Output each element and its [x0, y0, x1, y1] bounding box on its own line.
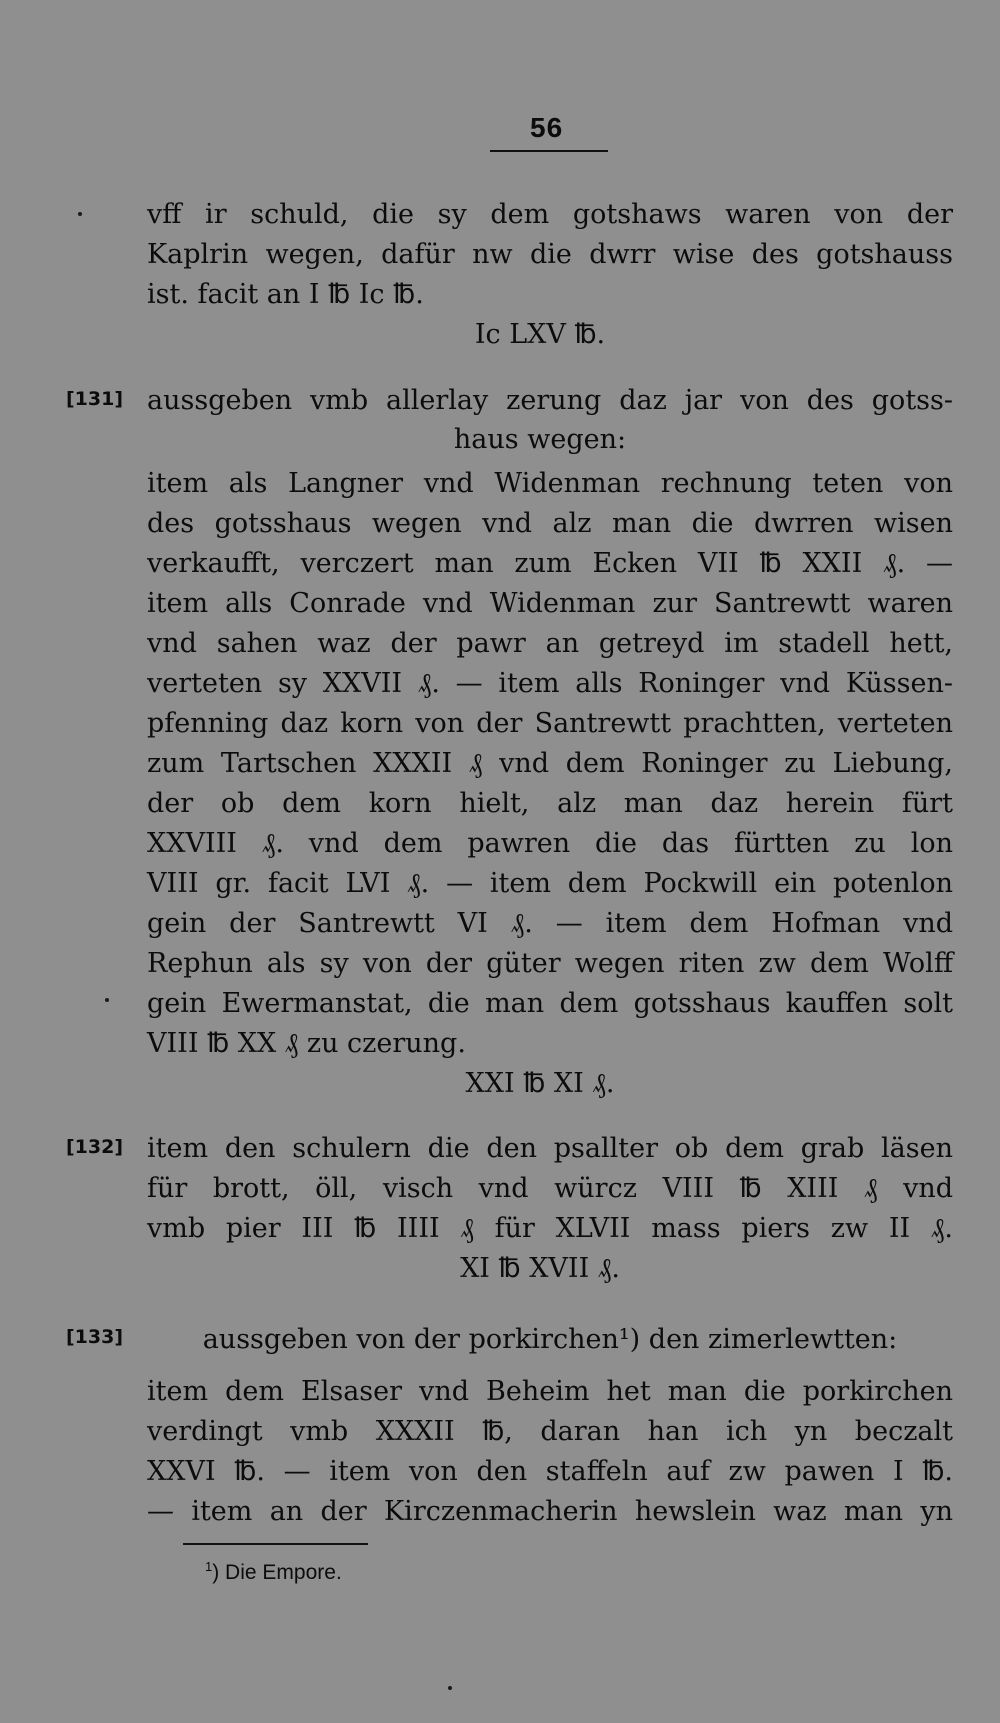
footnote-mark: 1: [205, 1559, 213, 1574]
text-line: pfenning daz korn von der Santrewtt prachtten, verteten: [147, 708, 953, 739]
sum-total: XXI ℔ XI ₰.: [465, 1068, 615, 1099]
print-speck: [105, 998, 109, 1002]
section-heading: aussgeben vmb allerlay zerung daz jar von des gotss-: [147, 385, 953, 416]
section-number: [133]: [66, 1326, 124, 1348]
text-line: Kaplrin wegen, dafür nw die dwrr wise des gotshauss: [147, 239, 953, 270]
page-number: 56: [530, 112, 564, 143]
text-line: XXVI ℔. — item von den staffeln auf zw pawen I ℔.: [147, 1456, 953, 1487]
text-line: Rephun als sy von der güter wegen riten zw dem Wolff: [147, 948, 953, 979]
print-speck: [78, 212, 82, 216]
sum-total: XI ℔ XVII ₰.: [460, 1253, 620, 1284]
text-line: gein Ewermanstat, die man dem gotsshaus kauffen solt: [147, 988, 953, 1019]
section-number: [131]: [66, 388, 124, 410]
footnote-rule: [183, 1543, 368, 1545]
text-line: gein der Santrewtt VI ₰. — item dem Hofman vnd: [147, 908, 953, 939]
text-line: item den schulern die den psallter ob dem grab läsen: [147, 1133, 953, 1164]
text-line: XXVIII ₰. vnd dem pawren die das fürtten zu lon: [147, 828, 953, 859]
text-line: ist. facit an I ℔ Ic ℔.: [147, 279, 424, 310]
text-line: vnd sahen waz der pawr an getreyd im stadell hett,: [147, 628, 953, 659]
footnote-text: ) Die Empore.: [212, 1561, 342, 1584]
text-line: verkaufft, verczert man zum Ecken VII ℔ XXII ₰. —: [147, 548, 953, 579]
text-line: item alls Conrade vnd Widenman zur Santrewtt waren: [147, 588, 953, 619]
text-line: item als Langner vnd Widenman rechnung teten von: [147, 468, 953, 499]
footnote: [205, 1559, 342, 1585]
section-number: [132]: [66, 1136, 124, 1158]
section-heading: haus wegen:: [453, 424, 627, 455]
text-line: vmb pier III ℔ IIII ₰ für XLVII mass piers zw II ₰.: [147, 1213, 953, 1244]
text-line: für brott, öll, visch vnd würcz VIII ℔ XIII ₰ vnd: [147, 1173, 953, 1204]
text-line: vff ir schuld, die sy dem gotshaws waren von der: [147, 199, 953, 230]
page-number-rule: [490, 150, 608, 152]
sum-total: Ic LXV ℔.: [474, 319, 606, 350]
text-line: verdingt vmb XXXII ℔, daran han ich yn beczalt: [147, 1416, 953, 1447]
text-line: VIII gr. facit LVI ₰. — item dem Pockwill ein potenlon: [147, 868, 953, 899]
print-speck: [448, 1686, 452, 1690]
section-heading: aussgeben von der porkirchen¹) den zimerlewtten:: [202, 1324, 898, 1355]
text-line: zum Tartschen XXXII ₰ vnd dem Roninger zu Liebung,: [147, 748, 953, 779]
text-line: — item an der Kirczenmacherin hewslein waz man yn: [147, 1496, 953, 1527]
text-line: VIII ℔ XX ₰ zu czerung.: [147, 1028, 466, 1059]
text-line: verteten sy XXVII ₰. — item alls Roninger vnd Küssen-: [147, 668, 953, 699]
text-line: der ob dem korn hielt, alz man daz herein fürt: [147, 788, 953, 819]
text-line: item dem Elsaser vnd Beheim het man die porkirchen: [147, 1376, 953, 1407]
text-line: des gotsshaus wegen vnd alz man die dwrren wisen: [147, 508, 953, 539]
